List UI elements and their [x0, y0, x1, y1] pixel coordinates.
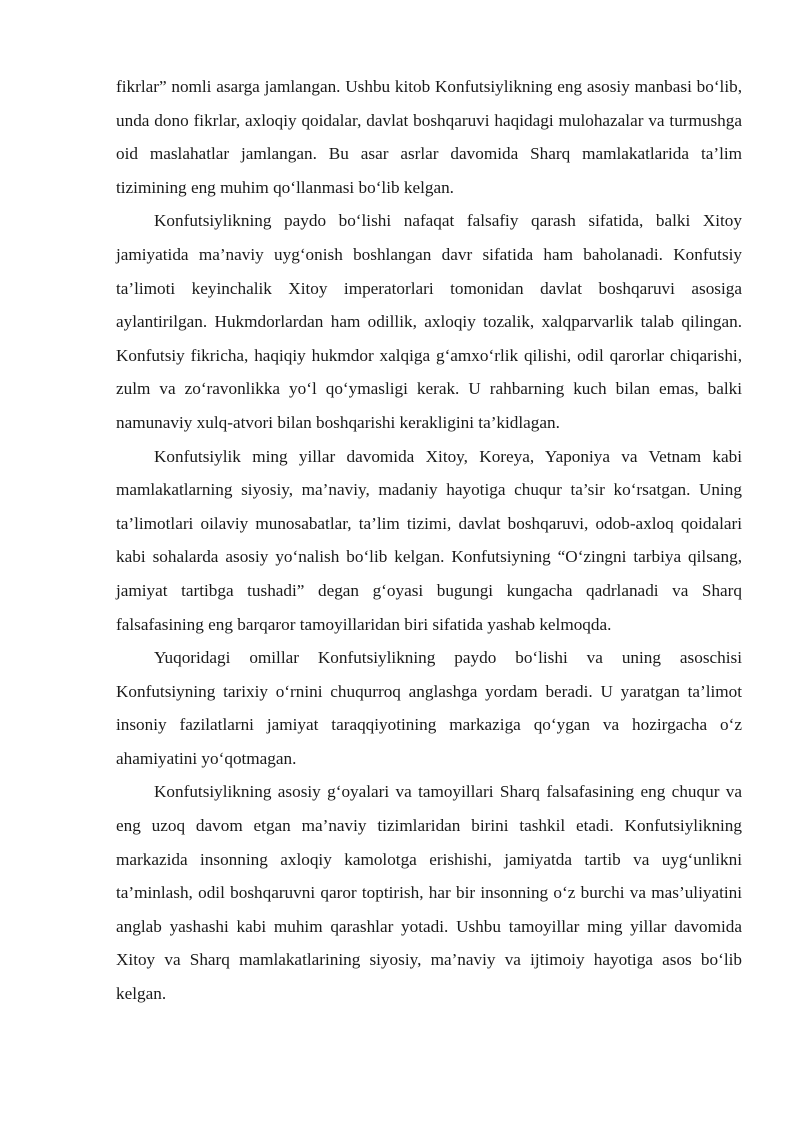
paragraph-continuation: fikrlar” nomli asarga jamlangan. Ushbu kitob Konfutsiylikning eng asosiy manbasi bo‘lib, unda dono fikrlar, axloqiy qoidalar, davlat boshqaruvi haqidagi mulohazalar va turmushga oid maslahatlar jamlangan. Bu asar asrlar davomida Sharq mamlakatlarida ta’lim tizimining eng muhim qo‘llanmasi bo‘lib kelgan. — [116, 77, 742, 197]
paragraph-principles: Konfutsiylikning asosiy g‘oyalari va tamoyillari Sharq falsafasining eng chuqur va eng uzoq davom etgan ma’naviy tizimlaridan birini tashkil etadi. Konfutsiylikning markazida insonning axloqiy kamolotga erishishi, jamiyatda tartib va uyg‘unlikni ta’minlash, odil boshqaruvni qaror toptirish, har bir insonning o‘z burchi va mas’uliyatini anglab yashashi kabi muhim qarashlar yotadi. Ushbu tamoyillar ming yillar davomida Xitoy va Sharq mamlakatlarining siyosiy, ma’naviy va ijtimoiy hayotiga asos bo‘lib kelgan. — [116, 782, 742, 1004]
document-page — [116, 70, 742, 1011]
paragraph-influence: Konfutsiylik ming yillar davomida Xitoy, Koreya, Yaponiya va Vetnam kabi mamlakatlarning siyosiy, ma’naviy, madaniy hayotiga chuqur ta’sir ko‘rsatgan. Uning ta’limotlari oilaviy munosabatlar, ta’lim tizimi, davlat boshqaruvi, odob-axloq qoidalari kabi sohalarda asosiy yo‘nalish bo‘lib kelgan. Konfutsiyning “O‘zingni tarbiya qilsang, jamiyat tartibga tushadi” degan g‘oyasi bugungi kungacha qadrlanadi va Sharq falsafasining eng barqaror tamoyillaridan biri sifatida yashab kelmoqda. — [116, 446, 742, 634]
paragraph-emergence: Konfutsiylikning paydo bo‘lishi nafaqat falsafiy qarash sifatida, balki Xitoy jamiyatida ma’naviy uyg‘onish boshlangan davr sifatida ham baholanadi. Konfutsiy ta’limoti keyinchalik Xitoy imperatorlari tomonidan davlat boshqaruvi asosiga aylantirilgan. Hukmdorlardan ham odillik, axloqiy tozalik, xalqparvarlik talab qilingan. Konfutsiy fikricha, haqiqiy hukmdor xalqiga g‘amxo‘rlik qilishi, odil qarorlar chiqarishi, zulm va zo‘ravonlikka yo‘l qo‘ymasligi kerak. U rahbarning kuch bilan emas, balki namunaviy xulq-atvori bilan boshqarishi kerakligini ta’kidlagan. — [116, 211, 742, 432]
paragraph-factors: Yuqoridagi omillar Konfutsiylikning paydo bo‘lishi va uning asoschisi Konfutsiyning tarixiy o‘rnini chuqurroq anglashga yordam beradi. U yaratgan ta’limot insoniy fazilatlarni jamiyat taraqqiyotining markaziga qo‘ygan va hozirgacha o‘z ahamiyatini yo‘qotmagan. — [116, 648, 742, 768]
